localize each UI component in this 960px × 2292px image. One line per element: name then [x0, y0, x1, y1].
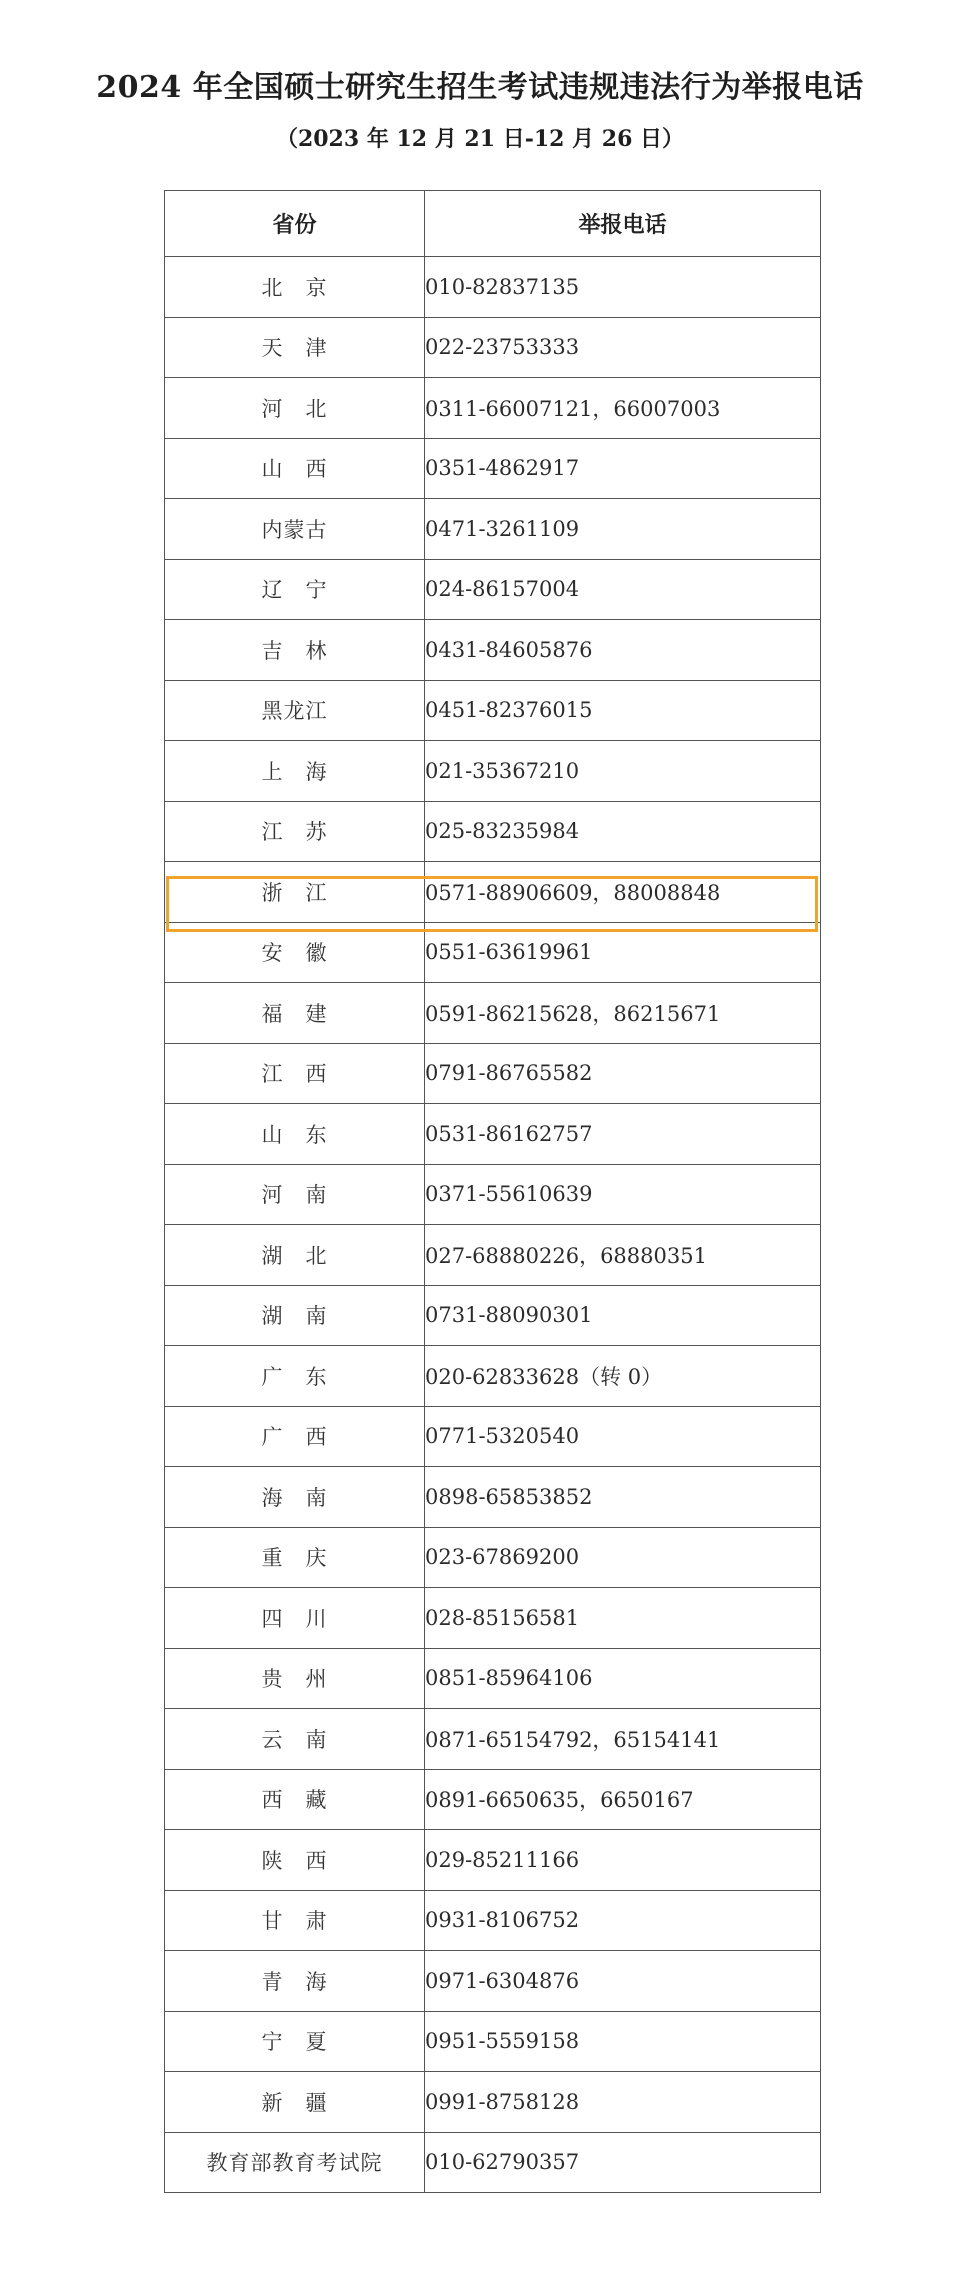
- phone-cell: 0971-6304876: [425, 1951, 821, 2012]
- province-cell: 山 东: [165, 1104, 425, 1165]
- province-cell: 陕 西: [165, 1830, 425, 1891]
- table-row: [165, 1951, 821, 2012]
- table-row: [165, 2072, 821, 2133]
- phone-cell: 010-62790357: [425, 2132, 821, 2193]
- province-cell: 浙 江: [165, 862, 425, 923]
- phone-cell: 0351-4862917: [425, 438, 821, 499]
- header-phone: 举报电话: [425, 191, 821, 257]
- table-row: [165, 257, 821, 318]
- province-cell: 四 川: [165, 1588, 425, 1649]
- phone-cell: 0371-55610639: [425, 1164, 821, 1225]
- phone-cell: 025-83235984: [425, 801, 821, 862]
- phone-cell: 024-86157004: [425, 559, 821, 620]
- table-row: [165, 438, 821, 499]
- phone-cell: 023-67869200: [425, 1527, 821, 1588]
- table-row: [165, 1769, 821, 1830]
- table-row: [165, 1527, 821, 1588]
- table-row: [165, 1164, 821, 1225]
- phone-cell: 0991-8758128: [425, 2072, 821, 2133]
- province-cell: 北 京: [165, 257, 425, 318]
- document-title: 2024 年全国硕士研究生招生考试违规违法行为举报电话: [96, 70, 864, 105]
- phone-cell: 0898-65853852: [425, 1467, 821, 1528]
- table-row: [165, 378, 821, 439]
- province-cell: 福 建: [165, 983, 425, 1044]
- table-row: [165, 1890, 821, 1951]
- province-cell: 贵 州: [165, 1648, 425, 1709]
- report-phone-table: [164, 190, 821, 2193]
- table-row-highlighted: [165, 862, 821, 923]
- province-cell: 黑龙江: [165, 680, 425, 741]
- table-row: [165, 2011, 821, 2072]
- table-row: [165, 1346, 821, 1407]
- table-row: [165, 1830, 821, 1891]
- province-cell: 辽 宁: [165, 559, 425, 620]
- phone-cell: 0431-84605876: [425, 620, 821, 681]
- phone-cell: 0851-85964106: [425, 1648, 821, 1709]
- table-row: [165, 1709, 821, 1770]
- phone-cell: 020-62833628（转 0）: [425, 1346, 821, 1407]
- table-row: [165, 983, 821, 1044]
- table-row: [165, 559, 821, 620]
- phone-cell: 0551-63619961: [425, 922, 821, 983]
- table-row: [165, 922, 821, 983]
- phone-cell: 0891-6650635，6650167: [425, 1769, 821, 1830]
- province-cell: 广 东: [165, 1346, 425, 1407]
- phone-cell: 0731-88090301: [425, 1285, 821, 1346]
- table-row: [165, 1648, 821, 1709]
- phone-cell: 029-85211166: [425, 1830, 821, 1891]
- province-cell: 湖 南: [165, 1285, 425, 1346]
- phone-cell: 0571-88906609，88008848: [425, 862, 821, 923]
- province-cell: 甘 肃: [165, 1890, 425, 1951]
- province-cell: 宁 夏: [165, 2011, 425, 2072]
- province-cell: 新 疆: [165, 2072, 425, 2133]
- province-cell: 海 南: [165, 1467, 425, 1528]
- province-cell: 天 津: [165, 317, 425, 378]
- table-row: [165, 317, 821, 378]
- phone-cell: 028-85156581: [425, 1588, 821, 1649]
- province-cell: 教育部教育考试院: [165, 2132, 425, 2193]
- province-cell: 重 庆: [165, 1527, 425, 1588]
- phone-cell: 0951-5559158: [425, 2011, 821, 2072]
- phone-cell: 022-23753333: [425, 317, 821, 378]
- phone-cell: 0311-66007121，66007003: [425, 378, 821, 439]
- table-row: [165, 1285, 821, 1346]
- table-row: [165, 680, 821, 741]
- table-row: [165, 499, 821, 560]
- phone-cell: 0871-65154792，65154141: [425, 1709, 821, 1770]
- phone-cell: 0451-82376015: [425, 680, 821, 741]
- document-subtitle: （2023 年 12 月 21 日-12 月 26 日）: [275, 126, 685, 152]
- phone-cell: 0931-8106752: [425, 1890, 821, 1951]
- province-cell: 上 海: [165, 741, 425, 802]
- table-row: [165, 620, 821, 681]
- province-cell: 江 苏: [165, 801, 425, 862]
- table-row: [165, 1588, 821, 1649]
- phone-cell: 0531-86162757: [425, 1104, 821, 1165]
- table-row: [165, 1104, 821, 1165]
- table-body: [165, 257, 821, 2193]
- table-row: [165, 2132, 821, 2193]
- table-row: [165, 1225, 821, 1286]
- province-cell: 内蒙古: [165, 499, 425, 560]
- province-cell: 河 北: [165, 378, 425, 439]
- table-row: [165, 1406, 821, 1467]
- province-cell: 河 南: [165, 1164, 425, 1225]
- header-province: 省份: [165, 191, 425, 257]
- phone-cell: 0771-5320540: [425, 1406, 821, 1467]
- province-cell: 湖 北: [165, 1225, 425, 1286]
- province-cell: 青 海: [165, 1951, 425, 2012]
- phone-cell: 0791-86765582: [425, 1043, 821, 1104]
- province-cell: 江 西: [165, 1043, 425, 1104]
- phone-cell: 0471-3261109: [425, 499, 821, 560]
- province-cell: 安 徽: [165, 922, 425, 983]
- table-row: [165, 1467, 821, 1528]
- table-row: [165, 801, 821, 862]
- table-row: [165, 1043, 821, 1104]
- province-cell: 广 西: [165, 1406, 425, 1467]
- phone-cell: 0591-86215628，86215671: [425, 983, 821, 1044]
- phone-cell: 027-68880226，68880351: [425, 1225, 821, 1286]
- province-cell: 西 藏: [165, 1769, 425, 1830]
- phone-cell: 021-35367210: [425, 741, 821, 802]
- table-row: [165, 741, 821, 802]
- province-cell: 山 西: [165, 438, 425, 499]
- table-header-row: [165, 191, 821, 257]
- province-cell: 云 南: [165, 1709, 425, 1770]
- phone-cell: 010-82837135: [425, 257, 821, 318]
- province-cell: 吉 林: [165, 620, 425, 681]
